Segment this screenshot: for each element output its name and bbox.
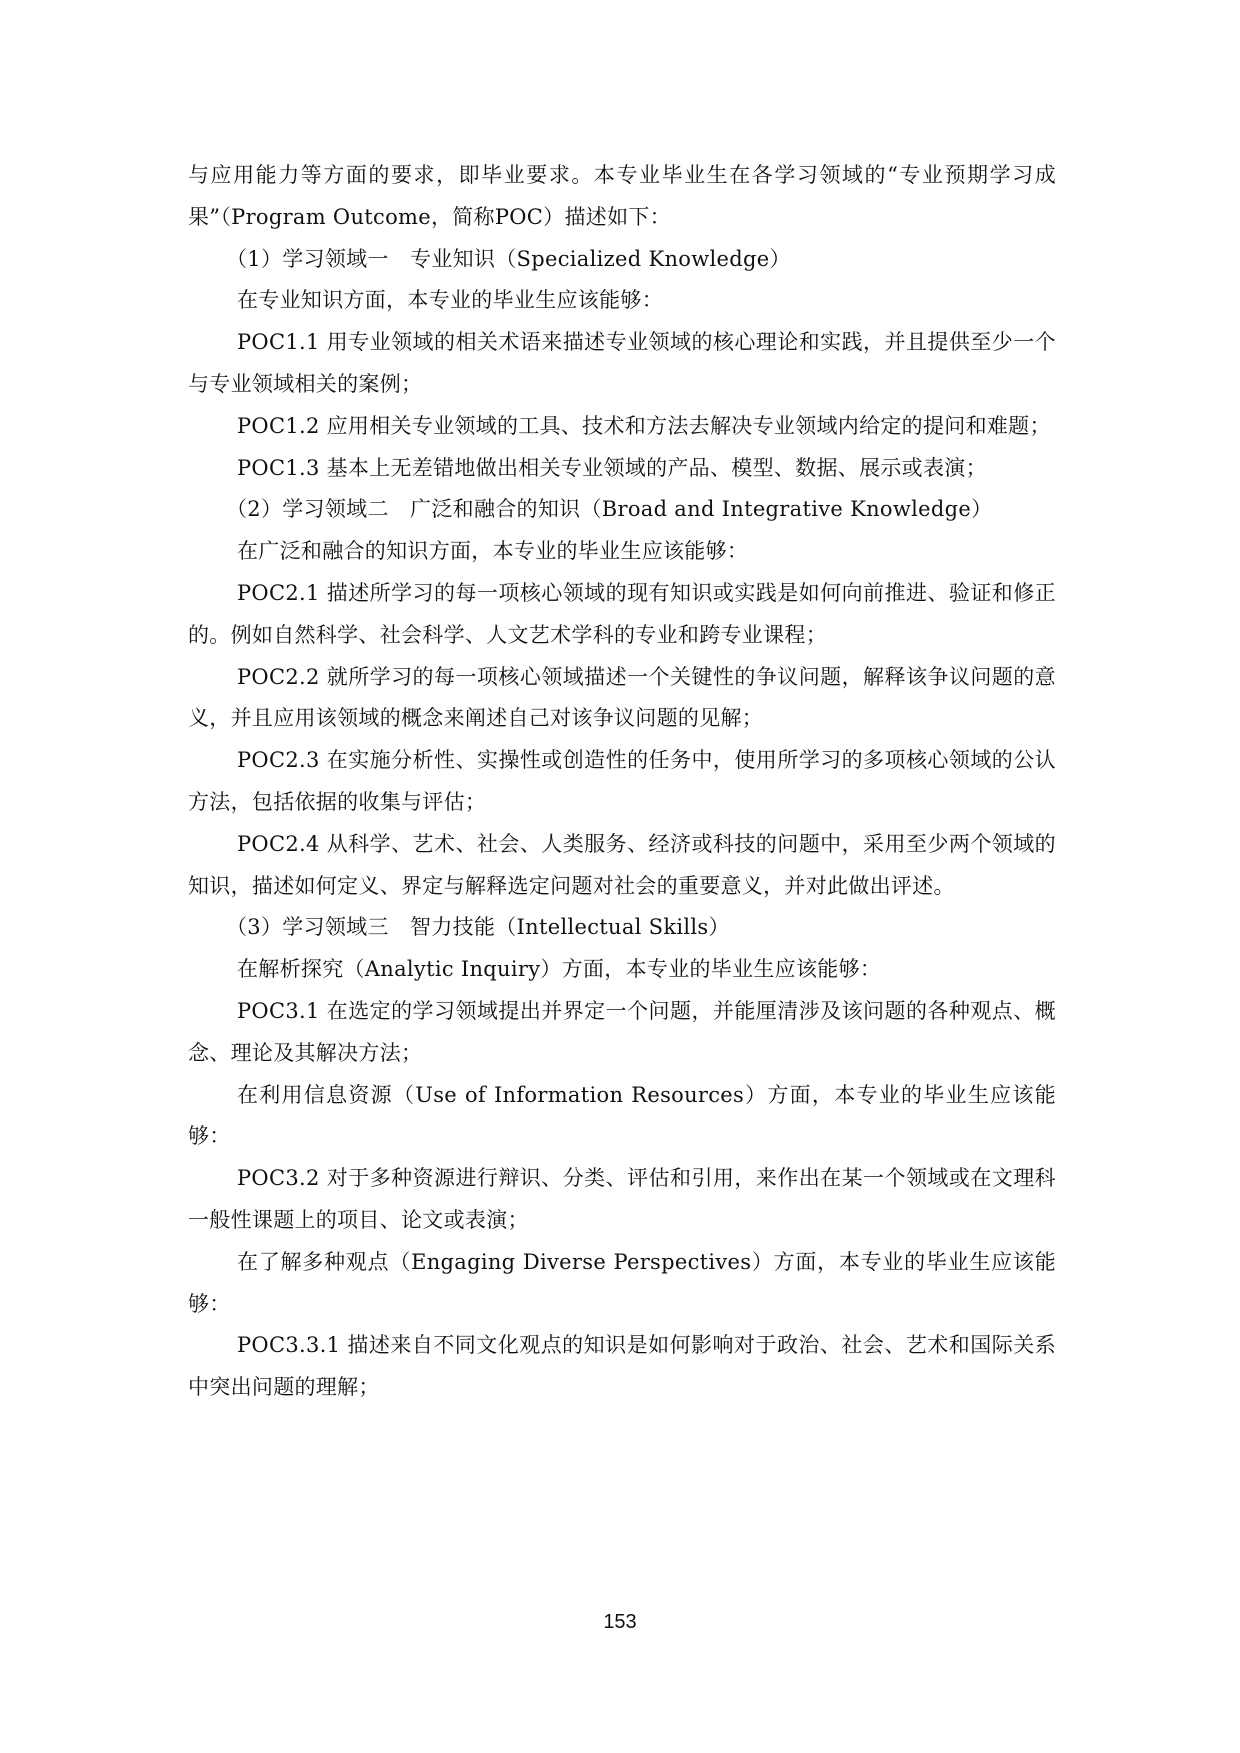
document-body	[188, 155, 1056, 1409]
paragraph-intro: 与应用能力等方面的要求，即毕业要求。本专业毕业生在各学习领域的“专业预期学习成果”（Program Outcome，简称POC）描述如下：	[188, 163, 1056, 229]
section-heading-2: （2）学习领域二 广泛和融合的知识（Broad and Integrative Knowledge）	[226, 497, 993, 522]
paragraph-poc-3-1: POC3.1 在选定的学习领域提出并界定一个问题，并能厘清涉及该问题的各种观点、概念、理论及其解决方法；	[188, 998, 1056, 1065]
paragraph: 在解析探究（Analytic Inquiry）方面，本专业的毕业生应该能够：	[237, 957, 882, 982]
paragraph: 在利用信息资源（Use of Information Resources）方面，本专业的毕业生应该能够：	[188, 1082, 1056, 1149]
paragraph-poc-2-2: POC2.2 就所学习的每一项核心领域描述一个关键性的争议问题，解释该争议问题的意义，并且应用该领域的概念来阐述自己对该争议问题的见解；	[188, 664, 1056, 731]
paragraph-poc-2-4: POC2.4 从科学、艺术、社会、人类服务、经济或科技的问题中，采用至少两个领域的知识，描述如何定义、界定与解释选定问题对社会的重要意义，并对此做出评述。	[188, 831, 1056, 898]
paragraph-poc-1-2: POC1.2 应用相关专业领域的工具、技术和方法去解决专业领域内给定的提问和难题；	[237, 413, 1051, 438]
paragraph-poc-3-2: POC3.2 对于多种资源进行辩识、分类、评估和引用，来作出在某一个领域或在文理科一般性课题上的项目、论文或表演；	[188, 1166, 1056, 1232]
page-number: 153	[603, 1611, 637, 1633]
section-heading-1: （1）学习领域一 专业知识（Specialized Knowledge）	[226, 246, 791, 271]
paragraph-poc-2-1: POC2.1 描述所学习的每一项核心领域的现有知识或实践是如何向前推进、验证和修正的。例如自然科学、社会科学、人文艺术学科的专业和跨专业课程；	[188, 580, 1056, 647]
paragraph-poc-3-3-1: POC3.3.1 描述来自不同文化观点的知识是如何影响对于政治、社会、艺术和国际关系中突出问题的理解；	[188, 1333, 1056, 1400]
paragraph-poc-1-3: POC1.3 基本上无差错地做出相关专业领域的产品、模型、数据、展示或表演；	[237, 455, 987, 480]
paragraph: 在专业知识方面，本专业的毕业生应该能够：	[237, 288, 663, 313]
paragraph: 在了解多种观点（Engaging Diverse Perspectives）方面，本专业的毕业生应该能够：	[188, 1249, 1056, 1316]
paragraph: 在广泛和融合的知识方面，本专业的毕业生应该能够：	[237, 539, 749, 564]
paragraph-poc-1-1: POC1.1 用专业领域的相关术语来描述专业领域的核心理论和实践，并且提供至少一个与专业领域相关的案例；	[188, 330, 1056, 396]
section-heading-3: （3）学习领域三 智力技能（Intellectual Skills）	[226, 915, 730, 940]
paragraph-poc-2-3: POC2.3 在实施分析性、实操性或创造性的任务中，使用所学习的多项核心领域的公认方法，包括依据的收集与评估；	[188, 748, 1056, 814]
